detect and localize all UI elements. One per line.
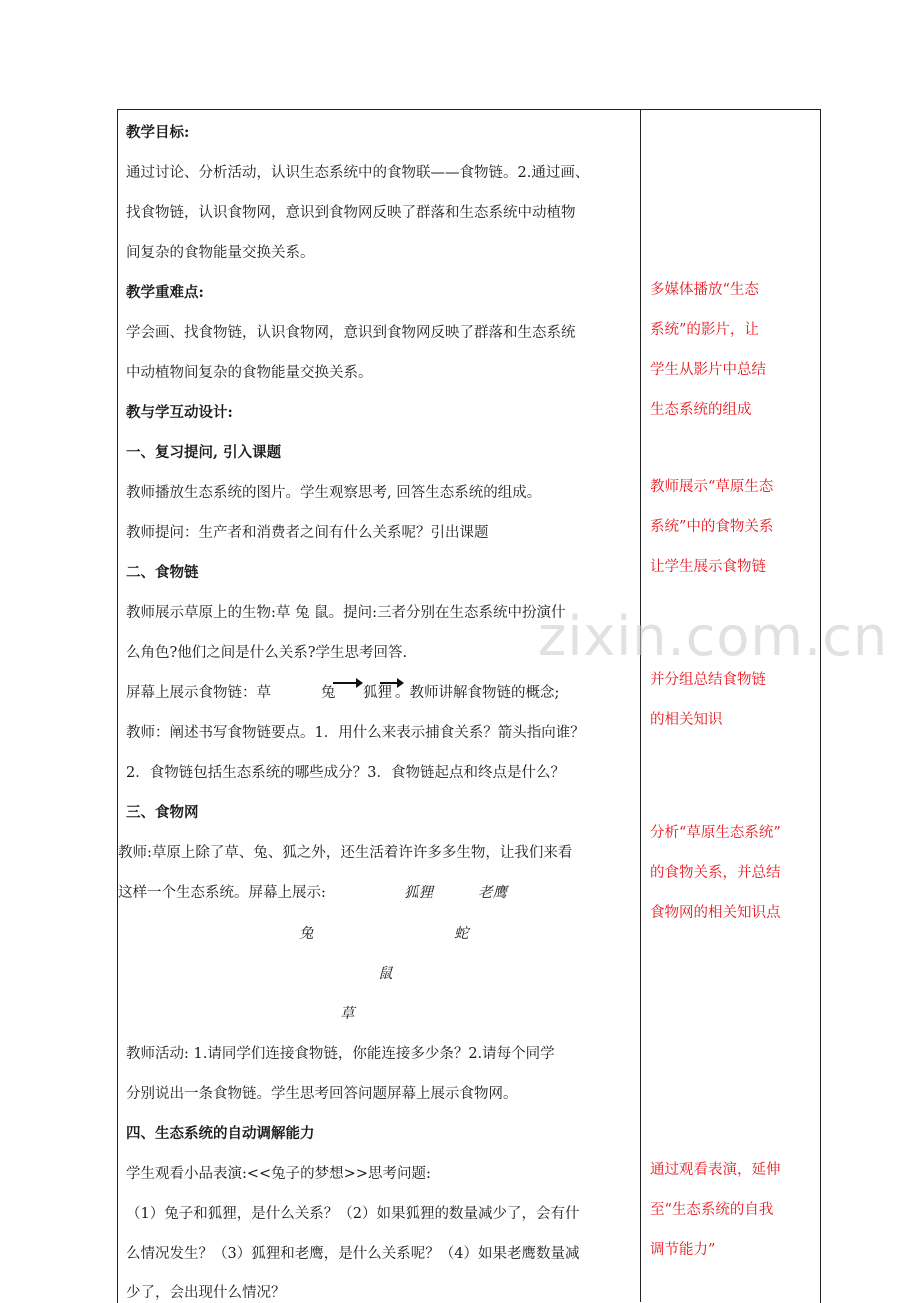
heading-key-points: 教学重难点:: [126, 284, 204, 301]
note-4-line-1: 分析“草原生态系统”: [650, 825, 781, 841]
section-2-title: 二、食物链: [126, 564, 199, 581]
section-1-line-2: 教师提问：生产者和消费者之间有什么关系呢？引出课题: [126, 525, 489, 541]
goal-line-2: 找食物链，认识食物网，意识到食物网反映了群落和生态系统中动植物: [126, 205, 576, 221]
note-5-line-1: 通过观看表演，延伸: [650, 1162, 781, 1178]
web-node-grass: 草: [340, 1006, 355, 1022]
note-3-line-2: 的相关知识: [650, 712, 723, 728]
section-3-title: 三、食物网: [126, 804, 199, 821]
section-1-title: 一、复习提问, 引入课题: [126, 444, 282, 461]
web-node-snake: 蛇: [454, 926, 469, 942]
note-1-line-1: 多媒体播放“生态: [650, 282, 759, 298]
key-line-1: 学会画、找食物链，认识食物网，意识到食物网反映了群落和生态系统: [126, 325, 576, 341]
food-chain-rabbit: 兔: [321, 685, 336, 701]
note-1-line-4: 生态系统的组成: [650, 402, 752, 418]
section-4-line-3: 么情况发生？（3）狐狸和老鹰，是什么关系呢？（4）如果老鹰数量减: [126, 1246, 580, 1262]
note-2-line-3: 让学生展示食物链: [650, 559, 766, 575]
section-1-line-1: 教师播放生态系统的图片。学生观察思考, 回答生态系统的组成。: [126, 485, 542, 501]
key-line-2: 中动植物间复杂的食物能量交换关系。: [126, 365, 373, 381]
section-4-title: 四、生态系统的自动调解能力: [126, 1125, 315, 1142]
section-3-line-2: 这样一个生态系统。屏幕上展示:: [118, 885, 326, 901]
food-chain-fox: 狐狸: [363, 685, 392, 701]
note-3-line-1: 并分组总结食物链: [650, 672, 766, 688]
heading-interaction-design: 教与学互动设计:: [126, 404, 233, 421]
arrow-icon: [333, 682, 361, 684]
column-divider: [640, 109, 641, 1302]
food-chain-explain: 。教师讲解食物链的概念;: [395, 685, 560, 701]
note-2-line-1: 教师展示“草原生态: [650, 479, 774, 495]
section-4-line-1: 学生观看小品表演:<<兔子的梦想>>思考问题:: [126, 1166, 431, 1182]
section-4-line-2: （1）兔子和狐狸，是什么关系？（2）如果狐狸的数量减少了，会有什: [126, 1206, 580, 1222]
section-3-line-4: 分别说出一条食物链。学生思考回答问题屏幕上展示食物网。: [126, 1086, 518, 1102]
section-3-line-3: 教师活动: 1.请同学们连接食物链，你能连接多少条？2.请每个同学: [126, 1046, 555, 1062]
note-1-line-3: 学生从影片中总结: [650, 362, 766, 378]
note-2-line-2: 系统”中的食物关系: [650, 519, 774, 535]
section-2-line-1: 教师展示草原上的生物:草 兔 鼠。提问:三者分别在生态系统中扮演什: [126, 605, 566, 621]
goal-line-3: 间复杂的食物能量交换关系。: [126, 245, 315, 261]
note-4-line-2: 的食物关系，并总结: [650, 865, 781, 881]
section-2-line-4: 教师：阐述书写食物链要点。1．用什么来表示捕食关系？箭头指向谁？: [126, 725, 585, 741]
section-2-line-2: 么角色?他们之间是什么关系?学生思考回答.: [126, 645, 408, 661]
section-2-line-5: 2．食物链包括生态系统的哪些成分？3．食物链起点和终点是什么？: [126, 765, 565, 781]
note-4-line-3: 食物网的相关知识点: [650, 905, 781, 921]
watermark: zixin.com.cn: [538, 605, 889, 668]
note-1-line-2: 系统”的影片，让: [650, 322, 759, 338]
web-node-eagle: 老鹰: [478, 885, 507, 901]
note-5-line-2: 至“生态系统的自我: [650, 1202, 774, 1218]
food-chain-intro: 屏幕上展示食物链：草: [126, 685, 271, 701]
section-4-line-4: 少了，会出现什么情况？: [126, 1285, 286, 1301]
note-5-line-3: 调节能力”: [650, 1242, 716, 1258]
web-node-rabbit: 兔: [299, 926, 314, 942]
section-3-line-1: 教师:草原上除了草、兔、狐之外，还生活着许许多多生物，让我们来看: [118, 845, 573, 861]
web-node-fox: 狐狸: [404, 885, 433, 901]
web-node-mouse: 鼠: [378, 966, 393, 982]
goal-line-1: 通过讨论、分析活动，认识生态系统中的食物联——食物链。2.通过画、: [126, 165, 590, 181]
heading-teaching-goal: 教学目标:: [126, 124, 190, 141]
